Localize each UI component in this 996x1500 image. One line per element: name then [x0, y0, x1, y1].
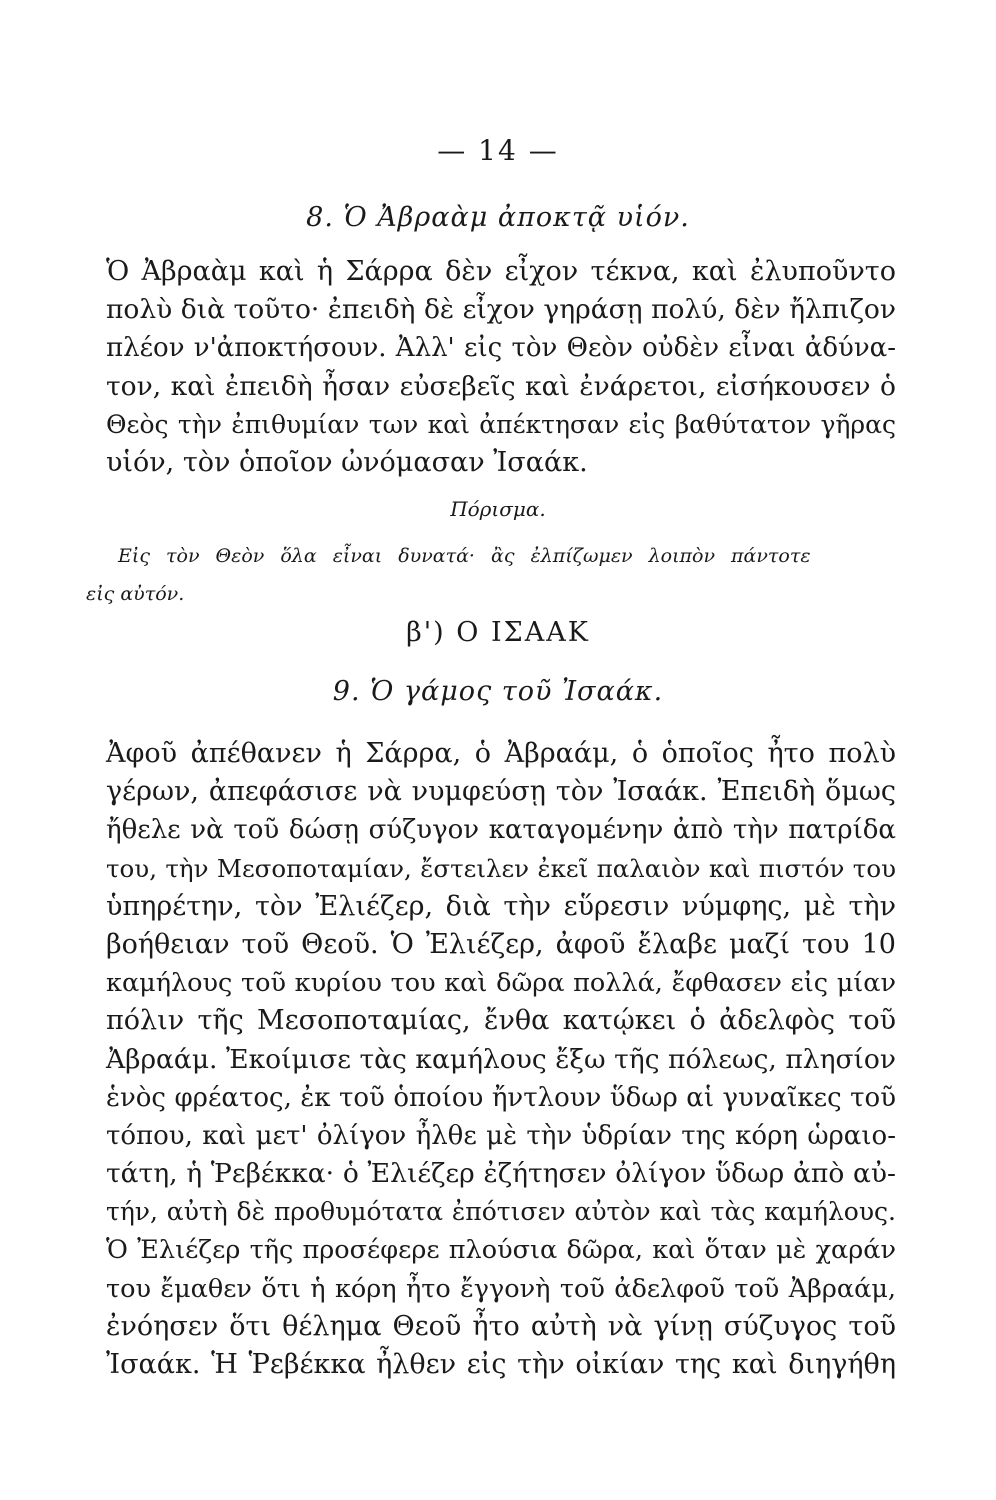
- text-line: του ἔμαθεν ὅτι ἡ κόρη ἦτο ἔγγονὴ τοῦ ἀδελφοῦ τοῦ Ἀβραάμ,: [106, 1273, 896, 1304]
- text-line: Θεὸς τὴν ἐπιθυμίαν των καὶ ἀπέκτησαν εἰς βαθύτατον γῆρας: [106, 409, 896, 439]
- corollary-line: εἰς αὐτόν.: [86, 583, 185, 605]
- text-line: ἐνόησεν ὅτι θέλημα Θεοῦ ἦτο αὐτὴ νὰ γίνῃ σύζυγος τοῦ: [106, 1310, 896, 1342]
- chapter-heading-8: 8. Ὁ Ἀβραὰμ ἀποκτᾷ υἱόν.: [306, 202, 690, 233]
- chapter-heading-9: 9. Ὁ γάμος τοῦ Ἰσαάκ.: [332, 676, 664, 707]
- text-line: τον, καὶ ἐπειδὴ ἦσαν εὐσεβεῖς καὶ ἐνάρετοι, εἰσήκουσεν ὁ: [106, 370, 896, 402]
- text-line: βοήθειαν τοῦ Θεοῦ. Ὁ Ἐλιέζερ, ἀφοῦ ἔλαβε μαζί του 10: [106, 928, 896, 960]
- text-line: Ἀβραάμ. Ἐκοίμισε τὰς καμήλους ἔξω τῆς πόλεως, πλησίον: [106, 1043, 896, 1075]
- text-line: υἱόν, τὸν ὁποῖον ὠνόμασαν Ἰσαάκ.: [106, 446, 588, 478]
- text-line: ἑνὸς φρέατος, ἐκ τοῦ ὁποίου ἤντλουν ὕδωρ αἱ γυναῖκες τοῦ: [106, 1082, 896, 1113]
- text-line: του, τὴν Μεσοποταμίαν, ἔστειλεν ἐκεῖ παλαιὸν καὶ πιστόν του: [106, 853, 896, 883]
- text-line: Ἰσαάκ. Ἡ Ῥεβέκκα ἦλθεν εἰς τὴν οἰκίαν της καὶ διηγήθη: [106, 1349, 896, 1380]
- corollary-text: [86, 537, 914, 613]
- text-line: πόλιν τῆς Μεσοποταμίας, ἔνθα κατῴκει ὁ ἀδελφὸς τοῦ: [106, 1005, 896, 1037]
- text-line: τήν, αὐτὴ δὲ προθυμότατα ἐπότισεν αὐτὸν καὶ τὰς καμήλους.: [106, 1197, 896, 1227]
- corollary-title: Πόρισμα.: [450, 497, 546, 521]
- text-line: τάτη, ἡ Ῥεβέκκα· ὁ Ἐλιέζερ ἐζήτησεν ὀλίγον ὕδωρ ἀπὸ αὐ-: [106, 1158, 896, 1190]
- corollary-line: Εἰς τὸν Θεὸν ὅλα εἶναι δυνατά· ἂς ἐλπίζωμεν λοιπὸν πάντοτε: [118, 545, 811, 567]
- text-line: γέρων, ἀπεφάσισε νὰ νυμφεύσῃ τὸν Ἰσαάκ. Ἐπειδὴ ὅμως: [106, 776, 896, 808]
- section-title-isaac: β') Ο ΙΣΑΑΚ: [406, 617, 590, 648]
- text-line: ὑπηρέτην, τὸν Ἐλιέζερ, διὰ τὴν εὕρεσιν νύμφης, μὲ τὴν: [106, 890, 896, 922]
- text-line: ἤθελε νὰ τοῦ δώσῃ σύζυγον καταγομένην ἀπὸ τὴν πατρίδα: [106, 815, 896, 846]
- text-line: καμήλους τοῦ κυρίου του καὶ δῶρα πολλά, ἔφθασεν εἰς μίαν: [106, 968, 896, 999]
- page-number: — 14 —: [437, 134, 559, 167]
- text-line: τόπου, καὶ μετ' ὀλίγον ἦλθε μὲ τὴν ὑδρίαν της κόρη ὡραιο-: [106, 1120, 896, 1151]
- text-line: πλέον ν'ἀποκτήσουν. Ἀλλ' εἰς τὸν Θεὸν οὐδὲν εἶναι ἀδύνα-: [106, 333, 896, 364]
- paragraph-isaac-marriage: [106, 735, 896, 1384]
- text-line: Ὁ Ἐλιέζερ τῆς προσέφερε πλούσια δῶρα, καὶ ὅταν μὲ χαράν: [106, 1235, 896, 1266]
- paragraph-abraham-son: [106, 253, 896, 482]
- text-line: πολὺ διὰ τοῦτο· ἐπειδὴ δὲ εἶχον γηράσῃ πολύ, δὲν ἤλπιζον: [106, 294, 896, 326]
- text-line: Ἀφοῦ ἀπέθανεν ἡ Σάρρα, ὁ Ἀβραάμ, ὁ ὁποῖος ἦτο πολὺ: [106, 738, 896, 769]
- text-line: Ὁ Ἀβραὰμ καὶ ἡ Σάρρα δὲν εἶχον τέκνα, καὶ ἐλυποῦντο: [106, 256, 896, 287]
